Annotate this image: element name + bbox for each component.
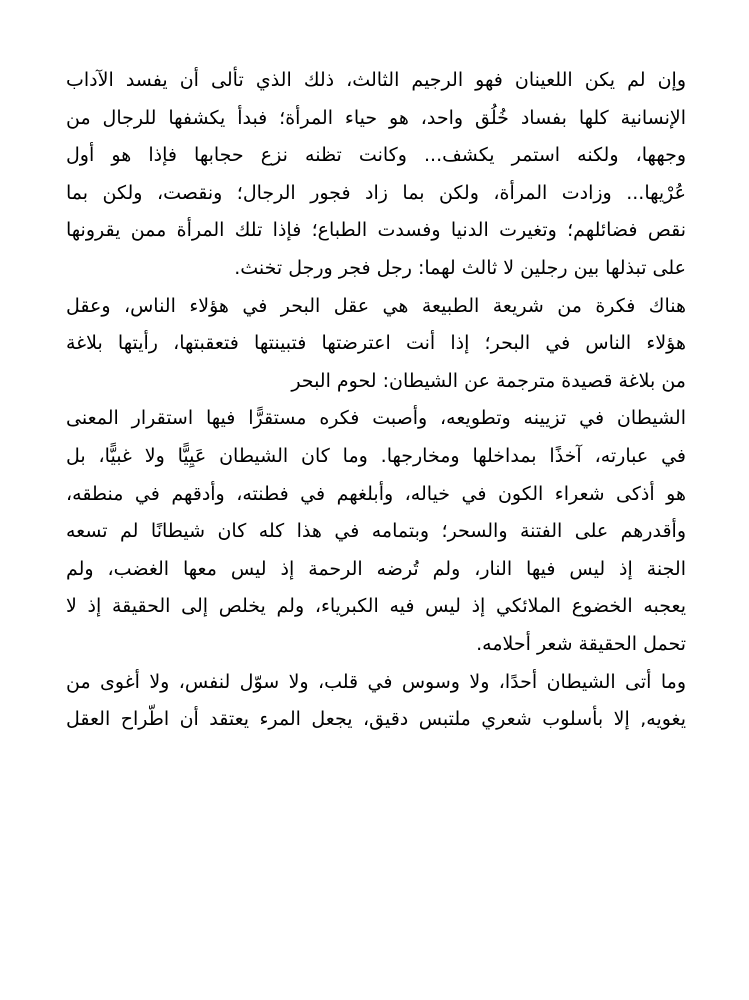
- text-line: هناك فكرة من شريعة الطبيعة هي عقل البحر في هؤلاء الناس، وعقل: [66, 294, 686, 317]
- text-line: وأقدرهم على الفتنة والسحر؛ وبتمامه في هذا كله كان شيطانًا لم تسعه: [66, 520, 686, 543]
- text-line: في عبارته، آخذًا بمداخلها ومخارجها. وما كان الشيطان عَيِيًّا ولا غبيًّا، بل: [66, 444, 686, 467]
- text-line: عُرْيها... وزادت المرأة، ولكن بما زاد فجور الرجال؛ ونقصت، ولكن بما: [66, 181, 686, 204]
- text-line: من بلاغة قصيدة مترجمة عن الشيطان: لحوم البحر: [291, 369, 686, 392]
- text-line: الإنسانية كلها بفساد خُلُق واحد، هو حياء المرأة؛ فبدأ يكشفها للرجال من: [66, 106, 686, 129]
- text-line: الجنة إذ ليس فيها النار، ولم تُرضه الرحمة إذ ليس معها الغضب، ولم: [66, 557, 686, 580]
- text-line: وجهها، ولكنه استمر يكشف... وكانت تظنه نزع حجابها فإذا هو أول: [66, 144, 686, 167]
- text-line: يعجبه الخضوع الملائكي إذ ليس فيه الكبرياء، ولم يخلص إلى الحقيقة إذ لا: [66, 595, 686, 618]
- text-line: على تبذلها بين رجلين لا ثالث لهما: رجل فجر ورجل تخنث.: [234, 256, 686, 279]
- text-line: هؤلاء الناس في البحر؛ إذا أنت اعترضتها فتبينتها فتعقبتها، رأيتها بلاغة: [66, 332, 686, 355]
- text-line: يغويه, إلا بأسلوب شعري ملتبس دقيق، يجعل المرء يعتقد أن اطّراح العقل: [66, 708, 686, 731]
- text-line: وما أتى الشيطان أحدًا، ولا وسوس في قلب، ولا سوّل لنفس، ولا أغوى من: [66, 670, 686, 693]
- text-line: وإن لم يكن اللعينان فهو الرجيم الثالث، ذلك الذي تألى أن يفسد الآداب: [66, 69, 686, 91]
- document-text: [66, 62, 686, 739]
- text-line: تحمل الحقيقة شعر أحلامه.: [476, 632, 686, 655]
- text-line: هو أذكى شعراء الكون في خياله، وأبلغهم في فطنته، وأدقهم في منطقه،: [66, 482, 686, 505]
- text-line: نقص فضائلهم؛ وتغيرت الدنيا وفسدت الطباع؛ فإذا تلك المرأة ممن يقرونها: [66, 219, 686, 242]
- text-line: الشيطان في تزيينه وتطويعه، وأصبت فكره مستقرًّا فيها استقرار المعنى: [66, 407, 686, 430]
